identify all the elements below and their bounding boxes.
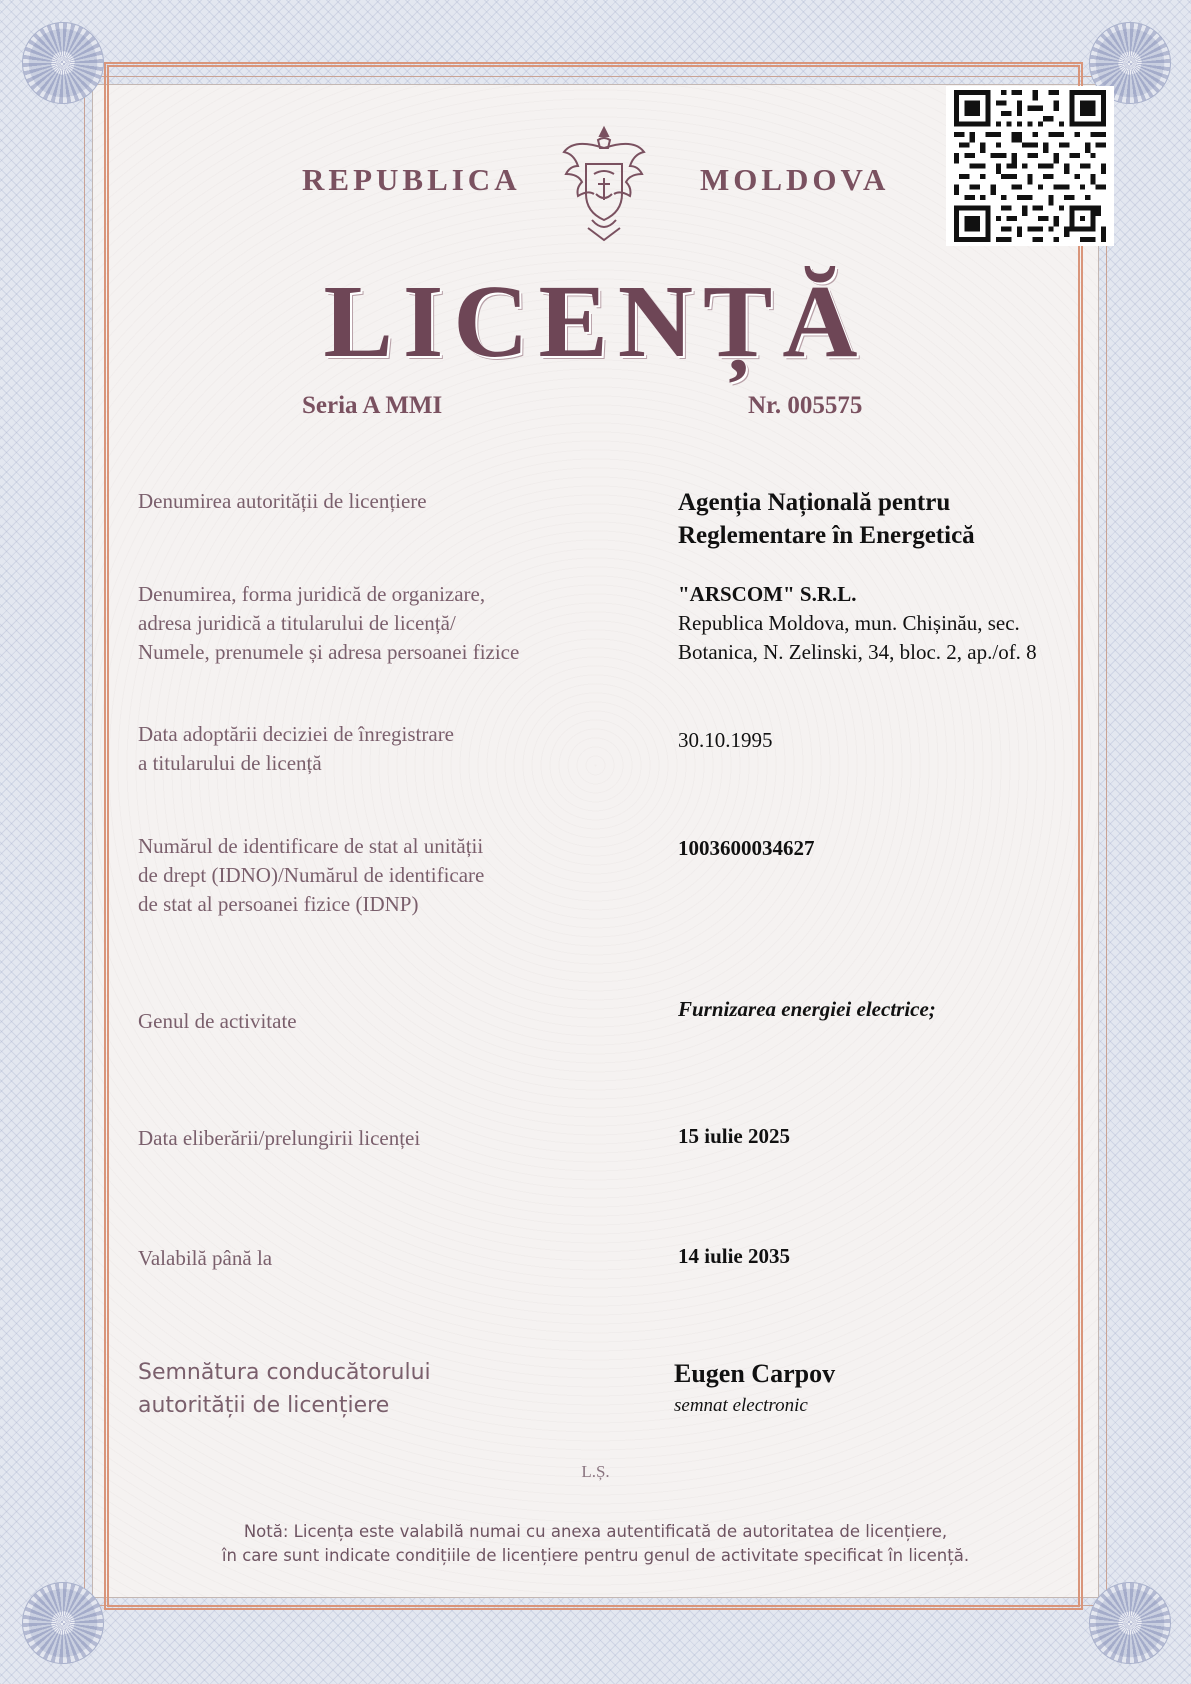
label-line: Semnătura conducătorului — [138, 1360, 431, 1385]
label-line: Data adoptării deciziei de înregistrare — [138, 722, 455, 746]
value-line: Botanica, N. Zelinski, 34, bloc. 2, ap./of. 8 — [678, 640, 1037, 664]
label-line: adresa juridică a titularului de licență/ — [138, 611, 456, 635]
value-line: Republica Moldova, mun. Chișinău, sec. — [678, 611, 1020, 635]
value-line: Reglementare în Energetică — [678, 522, 975, 549]
label-line: a titularului de licență — [138, 751, 322, 775]
field-authority-value — [678, 486, 1098, 552]
label-line: Denumirea, forma juridică de organizare, — [138, 582, 486, 606]
field-valid-until-value: 14 iulie 2035 — [678, 1244, 791, 1268]
field-holder-label — [138, 580, 608, 667]
signatory-name: Eugen Carpov — [674, 1359, 836, 1388]
label-line: Numele, prenumele și adresa persoanei fizice — [138, 640, 520, 664]
field-signature-label — [138, 1356, 608, 1422]
field-authority-label — [138, 487, 608, 516]
label-line: de drept (IDNO)/Numărul de identificare — [138, 863, 485, 887]
field-holder-value — [678, 580, 1098, 667]
field-issue-date-label: Data eliberării/prelungirii licenței — [138, 1126, 421, 1150]
document-title: LICENȚĂ — [323, 264, 868, 379]
field-activity-label: Genul de activitate — [138, 1009, 297, 1033]
coat-of-arms-icon — [558, 124, 650, 242]
seal-place-mark: L.Ș. — [581, 1462, 610, 1481]
field-signature-value — [674, 1357, 1094, 1420]
series-label: Seria A MMI — [302, 392, 443, 419]
field-registration-date-value: 30.10.1995 — [678, 728, 773, 752]
qr-code-icon — [946, 86, 1114, 246]
footer-note — [0, 1520, 1191, 1568]
header-republica: REPUBLICA — [302, 162, 521, 197]
field-idno-value: 1003600034627 — [678, 836, 815, 860]
holder-name: "ARSCOM" S.R.L. — [678, 582, 857, 606]
signature-note: semnat electronic — [674, 1395, 808, 1416]
field-idno-label — [138, 832, 608, 919]
label-line: de stat al persoanei fizice (IDNP) — [138, 892, 419, 916]
corner-rosette-icon — [22, 22, 104, 104]
license-number: Nr. 005575 — [748, 392, 863, 419]
field-issue-date-value: 15 iulie 2025 — [678, 1124, 791, 1148]
field-activity-value: Furnizarea energiei electrice; — [678, 997, 936, 1021]
corner-rosette-icon — [22, 1582, 104, 1664]
field-valid-until-label: Valabilă până la — [138, 1246, 273, 1270]
value-line: Agenția Națională pentru — [678, 489, 951, 516]
label-line: Denumirea autorității de licențiere — [138, 489, 427, 513]
label-line: Numărul de identificare de stat al unității — [138, 834, 484, 858]
label-line: autorității de licențiere — [138, 1393, 390, 1418]
note-line: în care sunt indicate condițiile de licențiere pentru genul de activitate specificat în licență. — [221, 1546, 970, 1565]
note-line: Notă: Licența este valabilă numai cu anexa autentificată de autoritatea de licențiere, — [243, 1522, 948, 1541]
corner-rosette-icon — [1089, 1582, 1171, 1664]
header-moldova: MOLDOVA — [700, 162, 890, 197]
field-registration-date-label — [138, 720, 608, 778]
